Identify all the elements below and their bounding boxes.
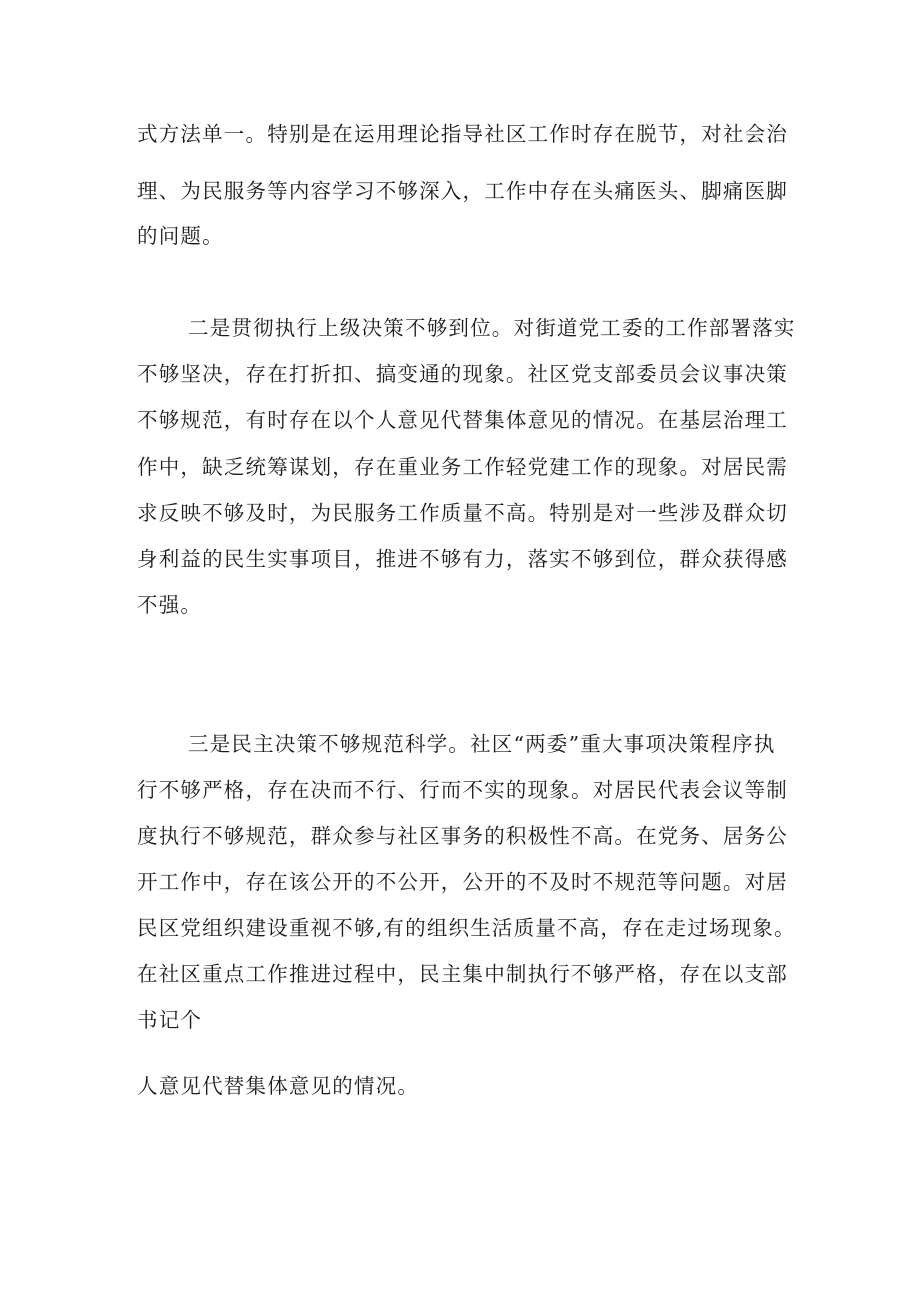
text-line: 开工作中，存在该公开的不公开，公开的不及时不规范等问题。对居 [137, 870, 788, 894]
text-line: 度执行不够规范，群众参与社区事务的积极性不高。在党务、居务公 [137, 824, 788, 848]
text-line: 不强。 [137, 593, 203, 617]
text-line: 理、为民服务等内容学习不够深入，工作中存在头痛医头、脚痛医脚 [137, 179, 788, 203]
text-line: 民区党组织建设重视不够,有的组织生活质量不高，存在走过场现象。 [137, 916, 796, 940]
text-line: 二是贯彻执行上级决策不够到位。对街道党工委的工作部署落实 [188, 316, 796, 340]
text-line: 书记个 [137, 1008, 203, 1032]
text-line: 行不够严格，存在决而不行、行而不实的现象。对居民代表会议等制 [137, 778, 788, 802]
text-line: 作中，缺乏统筹谋划，存在重业务工作轻党建工作的现象。对居民需 [137, 455, 788, 479]
text-line: 求反映不够及时，为民服务工作质量不高。特别是对一些涉及群众切 [137, 501, 788, 525]
text-line: 身利益的民生实事项目，推进不够有力，落实不够到位，群众获得感 [137, 547, 788, 571]
text-line: 式方法单一。特别是在运用理论指导社区工作时存在脱节，对社会治 [137, 122, 788, 146]
text-line: 在社区重点工作推进过程中，民主集中制执行不够严格，存在以支部 [137, 962, 788, 986]
text-line: 人意见代替集体意见的情况。 [137, 1074, 420, 1098]
text-line: 三是民主决策不够规范科学。社区“两委”重大事项决策程序执 [188, 732, 776, 756]
text-line: 不够规范，有时存在以个人意见代替集体意见的情况。在基层治理工 [137, 408, 788, 432]
text-line: 不够坚决，存在打折扣、搞变通的现象。社区党支部委员会议事决策 [137, 362, 788, 386]
text-line: 的问题。 [137, 224, 224, 248]
